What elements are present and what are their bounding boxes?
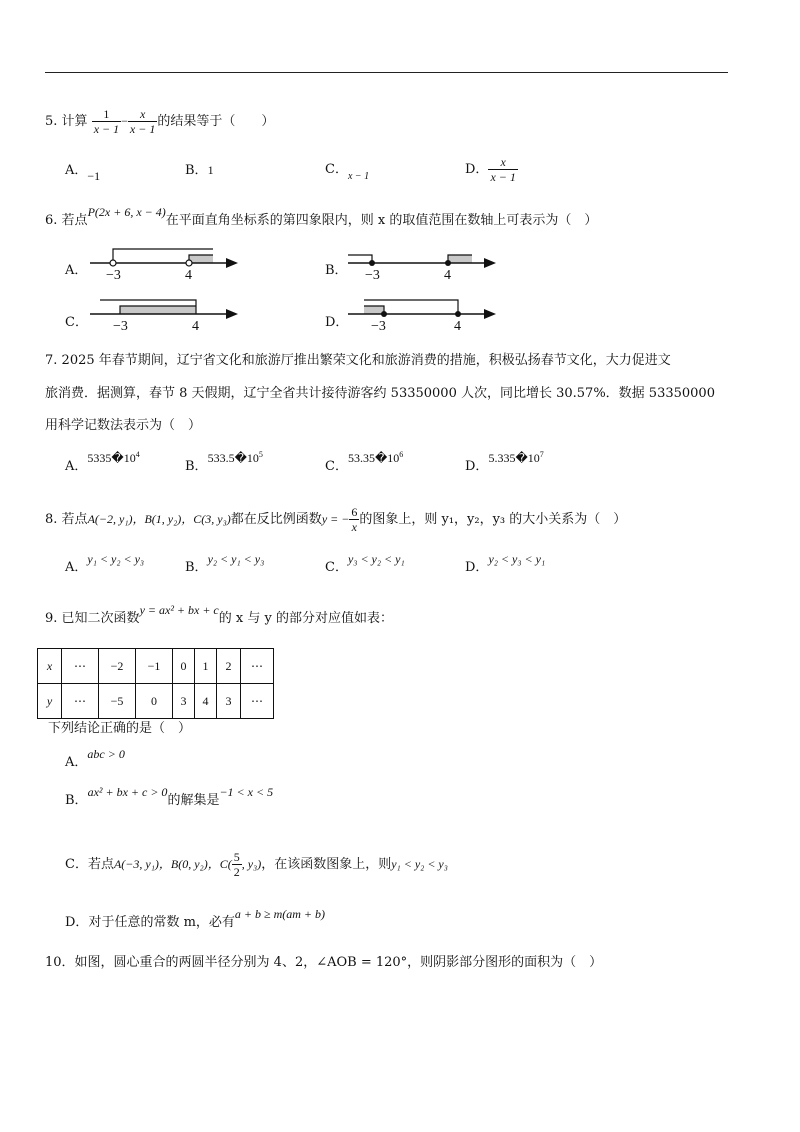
- tick-label: −3: [365, 268, 380, 283]
- fraction: $\frac{x}{x - 1}$: [490, 155, 516, 184]
- q5-option-c[interactable]: C．$_{x - 1}$: [325, 162, 370, 182]
- q6-number-line-a[interactable]: [90, 245, 240, 281]
- table-cell: x: [38, 649, 62, 684]
- fraction: $\frac{5}{2}$: [233, 850, 240, 879]
- table-cell: 0: [173, 649, 195, 684]
- arrow-icon: [484, 258, 496, 268]
- question-8: 8. 若点A(−2, y₁)，B(1, y₂)，C(3, y₃)都在反比例函数y = − $\frac{6}{x}$ 的图象上，则 y₁，y₂，y₃ 的大小关系为（ ）: [45, 505, 627, 534]
- q6-number-line-c[interactable]: [90, 296, 240, 332]
- table-cell: 0: [136, 684, 173, 719]
- q6-option-b[interactable]: B．: [325, 263, 348, 278]
- open-dot: [110, 260, 116, 266]
- closed-dot: [381, 311, 387, 317]
- q5-option-d[interactable]: D． $\frac{x}{x - 1}$: [465, 155, 516, 184]
- q7-option-a[interactable]: A．$5335�10^4$: [65, 450, 140, 474]
- tick-label: 4: [185, 268, 192, 283]
- fraction: $\frac{6}{x}$: [351, 505, 358, 534]
- fraction: $\frac{x}{x - 1}$: [129, 107, 156, 136]
- table-row: [38, 684, 274, 719]
- arrow-icon: [226, 258, 238, 268]
- arrow-icon: [484, 309, 496, 319]
- tick-label: 4: [192, 319, 199, 334]
- table-row: [38, 649, 274, 684]
- value-table: [37, 648, 274, 719]
- tick-label: 4: [444, 268, 451, 283]
- q6-option-d[interactable]: D．: [325, 315, 349, 330]
- table-cell: ⋯: [241, 649, 274, 684]
- closed-dot: [369, 260, 375, 266]
- q5-option-a[interactable]: A．−1: [65, 163, 101, 183]
- q8-option-b[interactable]: B．y₂ < y₁ < y₃: [185, 552, 265, 575]
- header-rule: [45, 72, 728, 73]
- question-5: 5. 计算 $\frac{1}{x - 1}$ − $\frac{x}{x - 1}$ 的结果等于（ ）: [45, 107, 275, 136]
- closed-dot: [445, 260, 451, 266]
- q7-option-b[interactable]: B．$533.5�10^5$: [185, 450, 263, 474]
- q6-option-a[interactable]: A．: [65, 263, 88, 278]
- shaded-region: [120, 306, 196, 314]
- table-cell: 2: [217, 649, 241, 684]
- question-7-line-2: 旅消费．据测算，春节 8 天假期，辽宁全省共计接待游客约 53350000 人次，同比增长 30.57%．数据 53350000: [45, 386, 715, 401]
- shaded-region: [189, 255, 213, 263]
- q7-option-c[interactable]: C．$53.35�10^6$: [325, 450, 404, 474]
- point-expression: P(2x + 6, x − 4): [87, 205, 166, 219]
- tick-label: −3: [113, 319, 128, 334]
- table-cell: ⋯: [241, 684, 274, 719]
- table-cell: 1: [195, 649, 217, 684]
- table-cell: y: [38, 684, 62, 719]
- tick-label: −3: [106, 268, 121, 283]
- q7-option-d[interactable]: D．$5.335�10^7$: [465, 450, 544, 474]
- question-7-line-3: 用科学记数法表示为（ ）: [45, 418, 202, 433]
- table-cell: −2: [99, 649, 136, 684]
- open-dot: [186, 260, 192, 266]
- shaded-region: [448, 255, 472, 263]
- table-cell: ⋯: [62, 684, 99, 719]
- question-7-line-1: 7. 2025 年春节期间，辽宁省文化和旅游厅推出繁荣文化和旅游消费的措施，积极弘扬春节文化，大力促进文: [45, 353, 671, 368]
- question-10: 10．如图，圆心重合的两圆半径分别为 4、2，∠AOB = 120°，则阴影部分图形的面积为（ ）: [45, 955, 603, 970]
- q8-option-c[interactable]: C．y₃ < y₂ < y₁: [325, 552, 405, 575]
- shaded-region: [364, 306, 384, 314]
- q8-option-a[interactable]: A．y₁ < y₂ < y₃: [65, 552, 145, 575]
- arrow-icon: [226, 309, 238, 319]
- bracket-left: [348, 255, 372, 263]
- fraction: $\frac{1}{x - 1}$: [93, 107, 120, 136]
- q9-option-c[interactable]: C．若点A(−3, y₁)，B(0, y₂)，C( $\frac{5}{2}$ , y₃)，在该函数图象上，则y₁ < y₂ < y₃: [65, 850, 448, 879]
- q9-option-a[interactable]: A．abc > 0: [65, 747, 125, 770]
- question-6: 6. 若点P(2x + 6, x − 4)在平面直角坐标系的第四象限内，则 x 的取值范围在数轴上可表示为（ ）: [45, 205, 598, 228]
- q6-number-line-d[interactable]: [348, 296, 498, 332]
- table-cell: 4: [195, 684, 217, 719]
- table-cell: 3: [173, 684, 195, 719]
- table-cell: −1: [136, 649, 173, 684]
- q6-number-line-b[interactable]: [348, 245, 498, 281]
- closed-dot: [455, 311, 461, 317]
- question-9: 9. 已知二次函数y = ax² + bx + c的 x 与 y 的部分对应值如表：: [45, 603, 393, 626]
- q9-option-d[interactable]: D．对于任意的常数 m，必有a + b ≥ m(am + b): [65, 907, 326, 930]
- tick-label: 4: [454, 319, 461, 334]
- table-cell: ⋯: [62, 649, 99, 684]
- q5-option-b[interactable]: B．1: [185, 163, 214, 178]
- table-cell: −5: [99, 684, 136, 719]
- q9-option-b[interactable]: B．ax² + bx + c > 0的解集是−1 < x < 5: [65, 785, 274, 808]
- q8-option-d[interactable]: D．y₂ < y₃ < y₁: [465, 552, 546, 575]
- q6-option-c[interactable]: C．: [65, 315, 88, 330]
- question-9-ask: 下列结论正确的是（ ）: [48, 721, 192, 736]
- table-cell: 3: [217, 684, 241, 719]
- tick-label: −3: [371, 319, 386, 334]
